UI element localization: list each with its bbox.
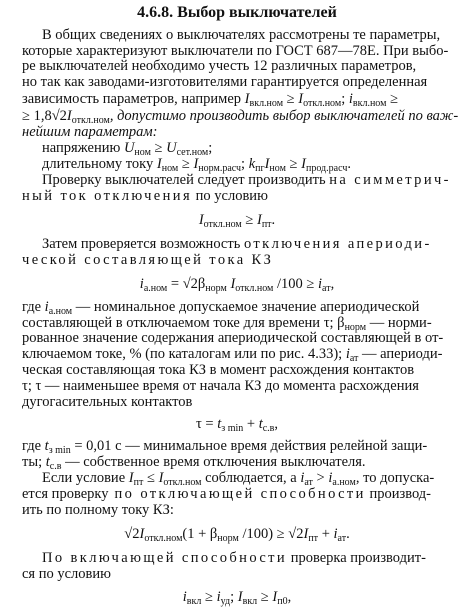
math-operator: ≥ — [150, 139, 167, 156]
formula — [0, 590, 474, 606]
text-fragment: Затем проверяется возможность — [42, 235, 241, 252]
math-subscript: с.в — [49, 461, 62, 473]
math-operator: ≥ — [283, 91, 299, 108]
formula — [0, 277, 474, 293]
math-operator: ; — [230, 589, 238, 605]
math-symbol: I — [139, 526, 145, 543]
text-line — [42, 551, 456, 567]
section-heading: 4.6.8. Выбор выключателей — [137, 4, 337, 21]
text-fragment: производ- — [365, 486, 431, 503]
text-fragment: где — [22, 298, 45, 315]
text-fragment: где — [22, 438, 45, 455]
math-symbol: t — [45, 454, 50, 471]
math-symbol: I — [244, 91, 250, 108]
text-line: ся по условию — [22, 565, 111, 582]
math-symbol: t — [217, 415, 222, 432]
text-line — [22, 253, 456, 269]
math-symbol: I — [256, 212, 262, 229]
math-symbol: i — [328, 470, 333, 487]
math-subscript: ном — [161, 162, 179, 174]
text-fragment: ключаемом токе, % (по каталогам или по рис. 4.33); — [22, 346, 346, 363]
text-fragment: проверка производит- — [287, 549, 426, 566]
math-subscript: а.ном — [143, 283, 168, 294]
emphasized-text: По включающей способности — [42, 549, 288, 566]
math-operator: ≥ — [178, 155, 194, 172]
text-line: ческая составляющая тока КЗ в момент расхождения контактов — [22, 362, 415, 379]
math-operator: ≤ — [143, 470, 159, 487]
text-fragment: Если условие — [42, 470, 129, 487]
math-symbol: I — [303, 526, 309, 543]
math-subscript: прод.расч — [305, 162, 348, 174]
emphasized-text: по отключающей способности — [108, 486, 366, 503]
math-symbol: t — [258, 415, 263, 432]
text-line — [22, 300, 456, 316]
text-fragment: — номинальное допускаемое значение апериодической — [72, 298, 420, 315]
text-line: τ; τ — наименьшее время от начала КЗ до момента расхождения — [22, 378, 419, 395]
text-fragment: — собственное время отключения выключателя. — [61, 454, 366, 471]
math-operator: ≥ — [257, 589, 273, 605]
math-operator: /100) ≥ √2 — [238, 526, 304, 543]
math-operator: > — [312, 470, 329, 487]
text-line — [22, 439, 456, 455]
text-fragment: — апериоди- — [358, 346, 443, 363]
math-subscript: ат — [322, 283, 331, 294]
math-subscript: ат — [337, 533, 347, 545]
math-operator: + — [243, 415, 259, 432]
math-subscript: откл.ном — [144, 533, 183, 545]
text-line: ить по полному току КЗ: — [22, 502, 174, 518]
text-line: дугогасительных контактов — [22, 394, 193, 410]
text-line — [22, 92, 456, 108]
math-subscript: норм — [344, 321, 367, 333]
math-operator: . — [347, 155, 351, 172]
math-subscript: а.ном — [48, 305, 73, 317]
text-line — [22, 125, 456, 141]
math-subscript: п0 — [277, 596, 288, 607]
math-operator: (1 + β — [182, 526, 218, 543]
text-line — [22, 347, 456, 363]
math-subscript: вкл.ном — [352, 98, 387, 110]
math-subscript: вкл.ном — [249, 98, 284, 110]
math-operator: /100 ≥ — [273, 276, 318, 292]
math-subscript: з min — [48, 445, 71, 457]
math-operator: = √2β — [167, 276, 206, 292]
text-line — [42, 471, 456, 487]
math-symbol: i — [300, 470, 305, 487]
math-subscript: норм — [205, 283, 227, 294]
text-fragment: Проверку выключателей следует производить — [42, 172, 326, 189]
math-subscript: норм.расч — [198, 162, 242, 174]
math-operator: , — [287, 589, 292, 605]
formula — [0, 527, 474, 543]
text-fragment: — норми- — [366, 314, 432, 331]
emphasized-text: отключения апериоди- — [243, 235, 432, 252]
text-fragment: , то допуска- — [355, 470, 435, 487]
math-subscript: уд — [220, 596, 231, 607]
text-fragment: зависимость параметров, например — [22, 91, 242, 108]
text-line — [22, 316, 456, 332]
math-subscript: ат — [349, 353, 359, 365]
math-operator: ≥ 1,8√2 — [22, 107, 67, 124]
text-line — [42, 173, 456, 189]
math-subscript: откл.ном — [303, 98, 342, 110]
text-fragment: по условию — [192, 188, 268, 205]
text-line: В общих сведениях о выключателях рассмотрены те параметры, — [42, 26, 441, 43]
math-symbol: t — [44, 438, 49, 455]
math-operator: ≥ — [386, 91, 399, 108]
text-line: рованное значение содержания апериодической составляющей в от- — [22, 330, 444, 347]
text-fragment: длительному току — [42, 155, 157, 172]
math-symbol: I — [193, 155, 199, 172]
math-operator: . — [271, 212, 276, 229]
math-operator: , — [330, 276, 335, 292]
math-subscript: пт — [308, 533, 319, 545]
math-symbol: i — [216, 589, 221, 605]
math-symbol: i — [139, 276, 144, 292]
text-fragment: составляющей в отключаемом токе для времени τ; β — [22, 314, 345, 331]
math-subscript: ат — [304, 477, 313, 489]
text-fragment: ется проверку — [22, 486, 109, 503]
text-line — [22, 107, 459, 126]
math-operator: ; — [241, 155, 249, 172]
math-symbol: I — [226, 276, 236, 292]
math-symbol: I — [237, 589, 243, 605]
math-subscript: вкл — [242, 596, 258, 607]
emphasized-text: ный ток отключения — [22, 188, 193, 205]
text-fragment: = 0,01 с — минимальное время действия релейной защи- — [70, 438, 428, 455]
math-symbol: I — [66, 107, 72, 124]
math-subscript: з min — [221, 422, 244, 434]
math-symbol: i — [348, 91, 353, 108]
math-operator: , — [274, 415, 279, 432]
math-subscript: откл.ном — [203, 219, 242, 231]
text-fragment: напряжению — [42, 139, 124, 156]
math-operator: . — [346, 526, 350, 543]
text-line: которые характеризуют выключатели по ГОСТ 687—78Е. При выбо- — [22, 42, 449, 59]
math-operator: ≥ — [241, 212, 257, 229]
text-line — [22, 455, 456, 471]
math-symbol: i — [317, 276, 323, 292]
math-subscript: пт — [133, 477, 144, 489]
text-line — [42, 141, 456, 157]
text-line: но так как заводами-изготовителями гарантируется определенная — [22, 74, 428, 91]
formula — [0, 213, 474, 229]
text-fragment: , допустимо производить выбор выключателей по важ- — [109, 107, 459, 124]
math-operator: ; — [208, 139, 213, 156]
text-line — [42, 157, 456, 173]
math-symbol: I — [264, 155, 270, 172]
math-symbol: I — [128, 470, 134, 487]
math-subscript: откл.ном — [163, 477, 202, 489]
emphasized-text: на симметрич- — [329, 172, 451, 189]
text-fragment: ты; — [22, 454, 46, 471]
math-symbol: I — [198, 212, 204, 229]
math-operator: ≥ — [285, 155, 302, 172]
math-symbol: i — [182, 589, 187, 605]
math-symbol: U — [123, 139, 135, 156]
math-symbol: k — [248, 155, 256, 172]
math-symbol: I — [298, 91, 304, 108]
math-subscript: откл.ном — [71, 114, 110, 126]
math-subscript: а.ном — [332, 477, 356, 489]
math-subscript: вкл — [186, 596, 202, 607]
text-fragment: нейшим параметрам: — [22, 123, 158, 140]
math-symbol: I — [301, 155, 306, 172]
math-operator: ≥ — [201, 589, 217, 605]
math-symbol: i — [44, 298, 49, 315]
formula — [0, 417, 474, 433]
math-symbol: I — [272, 589, 278, 605]
math-subscript: норм — [217, 533, 239, 545]
text-line — [22, 189, 456, 205]
math-subscript: пг — [255, 162, 265, 174]
math-symbol: i — [333, 526, 338, 543]
math-operator: + — [318, 526, 334, 543]
text-line — [22, 487, 456, 503]
math-symbol: I — [158, 470, 164, 487]
text-fragment: соблюдается, а — [201, 470, 301, 487]
text-line — [42, 237, 456, 253]
math-symbol: I — [156, 155, 162, 172]
text-line: ре выключателей необходимо учесть 12 различных параметров, — [22, 58, 417, 75]
math-operator: ; — [341, 91, 349, 108]
math-operator: √2 — [124, 526, 140, 543]
math-subscript: с.в — [262, 422, 275, 434]
emphasized-text: ческой составляющей тока КЗ — [22, 251, 274, 268]
math-operator: τ = — [195, 415, 218, 432]
math-subscript: ном — [269, 162, 286, 174]
math-subscript: пт — [261, 219, 272, 231]
math-subscript: сет.ном — [176, 146, 209, 158]
math-subscript: откл.ном — [235, 283, 274, 294]
math-subscript: ном — [134, 146, 151, 158]
math-symbol: i — [345, 346, 350, 363]
math-symbol: U — [166, 139, 177, 156]
